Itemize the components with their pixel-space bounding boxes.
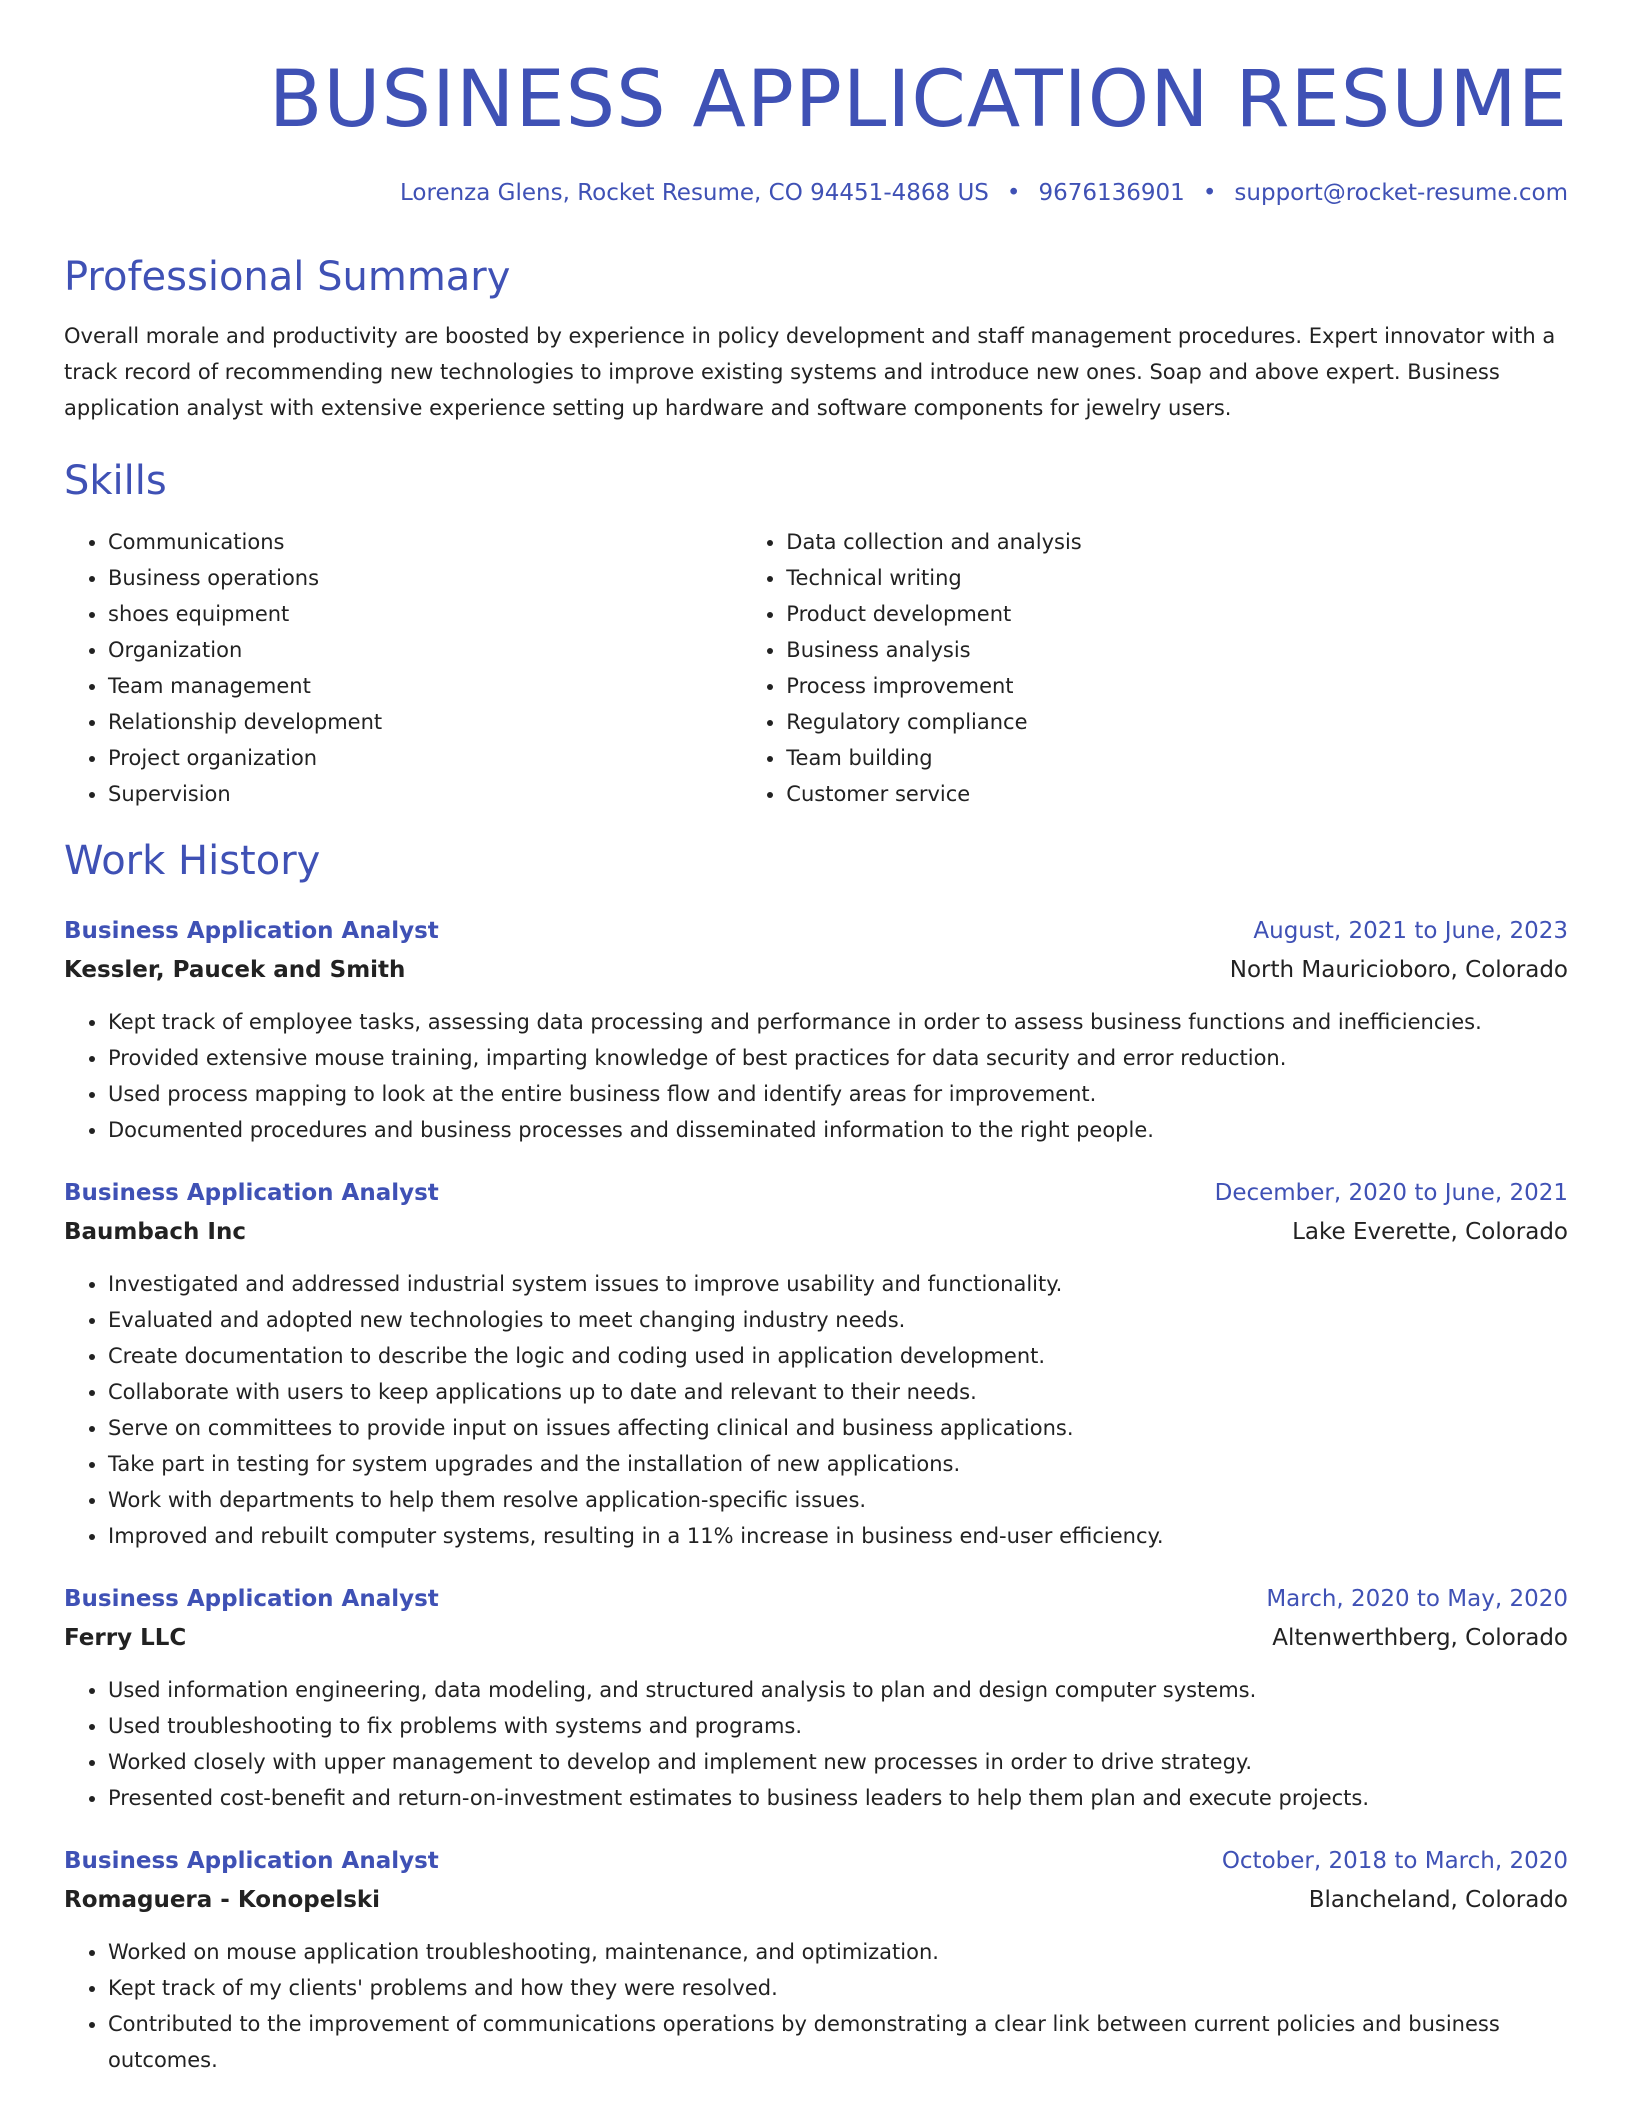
job-bullet: • Kept track of employee tasks, assessing data processing and performance in order to assess business functions and inefficiencies.	[108, 1004, 1568, 1040]
job-title: Business Application Analyst	[64, 1848, 439, 1874]
skills-heading: Skills	[64, 458, 167, 504]
skill-item: • Team building	[786, 740, 1568, 776]
job-bullet: • Serve on committees to provide input on issues affecting clinical and business applications.	[108, 1410, 1568, 1446]
job-bullet: • Create documentation to describe the logic and coding used in application development.	[108, 1338, 1568, 1374]
job-bullet: • Kept track of my clients' problems and how they were resolved.	[108, 1970, 1568, 2006]
job-entry	[64, 1174, 1568, 1554]
job-bullet: • Provided extensive mouse training, imparting knowledge of best practices for data security and error reduction.	[108, 1040, 1568, 1076]
contact-email: support@rocket-resume.com	[1234, 180, 1568, 206]
contact-line	[64, 178, 1568, 208]
skills-list	[64, 524, 1568, 812]
skill-item: • Business analysis	[786, 632, 1568, 668]
job-entry	[64, 1580, 1568, 1816]
job-company: Baumbach Inc	[64, 1219, 246, 1245]
job-entry	[64, 912, 1568, 1148]
job-bullet: • Used process mapping to look at the entire business flow and identify areas for improvement.	[108, 1076, 1568, 1112]
job-company: Ferry LLC	[64, 1625, 187, 1651]
job-bullet: • Investigated and addressed industrial system issues to improve usability and functionality.	[108, 1266, 1568, 1302]
job-bullet: • Used information engineering, data modeling, and structured analysis to plan and design computer systems.	[108, 1672, 1568, 1708]
skill-item: • Process improvement	[786, 668, 1568, 704]
job-bullet: • Take part in testing for system upgrades and the installation of new applications.	[108, 1446, 1568, 1482]
job-bullets	[64, 1672, 1568, 1816]
job-bullet: • Worked closely with upper management to develop and implement new processes in order to drive strategy.	[108, 1744, 1568, 1780]
work-history-list	[64, 912, 1568, 2078]
job-bullet: • Evaluated and adopted new technologies to meet changing industry needs.	[108, 1302, 1568, 1338]
job-company: Romaguera - Konopelski	[64, 1887, 381, 1913]
job-bullet: • Used troubleshooting to fix problems with systems and programs.	[108, 1708, 1568, 1744]
skill-item: • Communications	[108, 524, 742, 560]
job-dates: August, 2021 to June, 2023	[1253, 918, 1568, 944]
job-bullets	[64, 1004, 1568, 1148]
job-bullet: • Contributed to the improvement of communications operations by demonstrating a clear link between current policies and business outcomes.	[108, 2006, 1568, 2078]
job-title: Business Application Analyst	[64, 1586, 439, 1612]
job-bullets	[64, 1266, 1568, 1554]
skill-item: • Product development	[786, 596, 1568, 632]
job-dates: October, 2018 to March, 2020	[1221, 1848, 1568, 1874]
skill-item: • Regulatory compliance	[786, 704, 1568, 740]
summary-text: Overall morale and productivity are boosted by experience in policy development and staff management procedures. Expert innovator with a track record of recommending new technologies to improve existing systems and introduce new ones. Soap and above expert. Business application analyst with extensive experience setting up hardware and software components for jewelry users.	[64, 324, 1556, 420]
resume-title: BUSINESS APPLICATION RESUME	[268, 55, 1568, 145]
skills-column-right	[786, 524, 1568, 812]
job-bullet: • Worked on mouse application troubleshooting, maintenance, and optimization.	[108, 1934, 1568, 1970]
contact-separator: •	[1006, 180, 1021, 206]
skill-item: • Team management	[108, 668, 742, 704]
work-history-heading: Work History	[64, 838, 321, 884]
skill-item: • Relationship development	[108, 704, 742, 740]
skill-item: • Project organization	[108, 740, 742, 776]
job-bullet: • Improved and rebuilt computer systems, resulting in a 11% increase in business end-user efficiency.	[108, 1518, 1568, 1554]
contact-phone: 9676136901	[1038, 180, 1185, 206]
job-bullet: • Collaborate with users to keep applications up to date and relevant to their needs.	[108, 1374, 1568, 1410]
job-bullet: • Work with departments to help them resolve application-specific issues.	[108, 1482, 1568, 1518]
job-title: Business Application Analyst	[64, 918, 439, 944]
summary-heading: Professional Summary	[64, 254, 511, 300]
skill-item: • Business operations	[108, 560, 742, 596]
skill-item: • shoes equipment	[108, 596, 742, 632]
job-entry	[64, 1842, 1568, 2078]
resume-page	[64, 0, 1568, 2078]
job-location: North Mauricioboro, Colorado	[1229, 957, 1568, 983]
job-dates: March, 2020 to May, 2020	[1266, 1586, 1568, 1612]
contact-separator: •	[1202, 180, 1217, 206]
job-title: Business Application Analyst	[64, 1180, 439, 1206]
skill-item: • Organization	[108, 632, 742, 668]
skill-item: • Supervision	[108, 776, 742, 812]
skill-item: • Data collection and analysis	[786, 524, 1568, 560]
skill-item: • Technical writing	[786, 560, 1568, 596]
skill-item: • Customer service	[786, 776, 1568, 812]
contact-address: Lorenza Glens, Rocket Resume, CO 94451-4868 US	[400, 180, 989, 206]
skills-column-left	[64, 524, 742, 812]
job-location: Altenwerthberg, Colorado	[1272, 1625, 1568, 1651]
job-bullets	[64, 1934, 1568, 2078]
job-bullet: • Documented procedures and business processes and disseminated information to the right people.	[108, 1112, 1568, 1148]
job-location: Lake Everette, Colorado	[1292, 1219, 1568, 1245]
job-location: Blancheland, Colorado	[1308, 1887, 1568, 1913]
job-company: Kessler, Paucek and Smith	[64, 957, 406, 983]
job-dates: December, 2020 to June, 2021	[1214, 1180, 1568, 1206]
job-bullet: • Presented cost-benefit and return-on-investment estimates to business leaders to help them plan and execute projects.	[108, 1780, 1568, 1816]
